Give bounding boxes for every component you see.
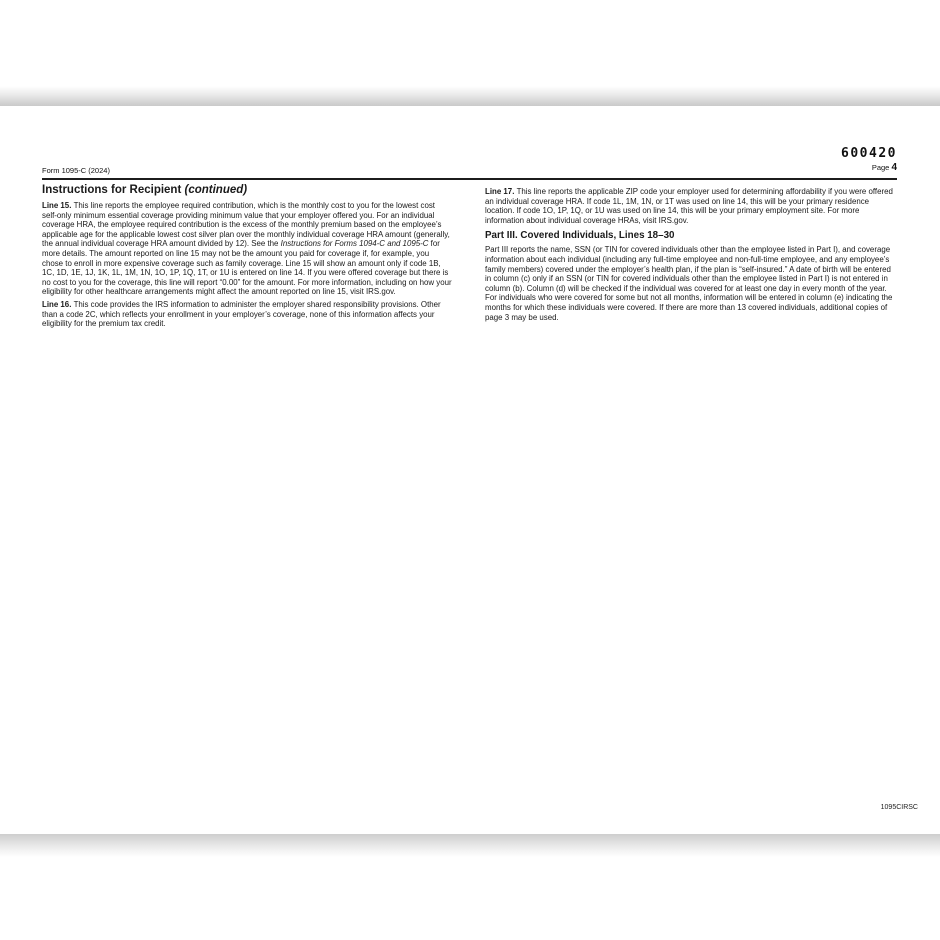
right-column xyxy=(485,184,897,332)
page-indicator xyxy=(872,162,897,173)
left-column xyxy=(42,184,452,332)
form-product-code: 600420 xyxy=(841,146,897,161)
line-15-paragraph: Line 15. This line reports the employee required contribution, which is the monthly cost to you for the lowest cost self-only minimum essential coverage providing minimum value that your employer offered you. For an individual coverage HRA, the employee required contribution is the excess of the monthly premium based on the employee’s applicable age for the applicable lowest cost silver plan over the monthly individual coverage HRA amount (generally, the annual individual coverage HRA amount divided by 12). See the Instructions for Forms 1094-C and 1095-C for more details. The amount reported on line 15 may not be the amount you paid for coverage if, for example, you chose to enroll in more expensive coverage such as family coverage. Line 15 will show an amount only if code 1B, 1C, 1D, 1E, 1J, 1K, 1L, 1M, 1N, 1O, 1P, 1Q, 1T, or 1U is entered on line 14. If you were offered coverage but there is no cost to you for the coverage, this line will report “0.00” for the amount. For more information, including on how your eligibility for other healthcare arrangements might affect the amount reported on line 15, visit IRS.gov. xyxy=(42,201,452,297)
page-top-shadow xyxy=(0,86,940,106)
header-rule xyxy=(42,178,897,180)
instructions-title: Instructions for Recipient (continued) xyxy=(42,184,248,196)
form-sku-code: 1095CIRSC xyxy=(880,804,918,811)
page-label: Page xyxy=(871,163,892,172)
part-iii-heading: Part III. Covered Individuals, Lines 18–30 xyxy=(485,230,675,242)
page-bottom-shadow xyxy=(0,834,940,857)
instructions-body xyxy=(42,184,897,332)
line-17-paragraph: Line 17. This line reports the applicable ZIP code your employer used for determining affordability if you were offered an individual coverage HRA. If code 1L, 1M, 1N, or 1T was used on line 14, this will be your primary residence location. If code 1O, 1P, 1Q, or 1U was used on line 14, this will be your primary employment site. For more information about individual coverage HRAs, visit IRS.gov. xyxy=(485,187,893,225)
form-id-footer: Form 1095-C (2024) xyxy=(42,166,110,175)
line-16-paragraph: Line 16. This code provides the IRS information to administer the employer shared responsibility provisions. Other than a code 2C, which reflects your enrollment in your employer’s coverage, none of this information affects your eligibility for the premium tax credit. xyxy=(42,299,441,329)
page-number: 4 xyxy=(891,162,897,173)
part-iii-paragraph: Part III reports the name, SSN (or TIN for covered individuals other than the employee listed in Part I), and coverage information about each individual (including any full-time employee and non-full-time employee, and any employee’s family members) covered under the employer’s health plan, if the plan is “self-insured.” A date of birth will be entered in column (c) only if an SSN (or TIN for covered individuals other than the employee listed in Part I) is not entered in column (b). Column (d) will be checked if the individual was covered for at least one day in every month of the year. For individuals who were covered for some but not all months, information will be entered in column (e) indicating the months for which these individuals were covered. If there are more than 13 covered individuals, additional copies of page 3 may be used. xyxy=(485,245,893,322)
